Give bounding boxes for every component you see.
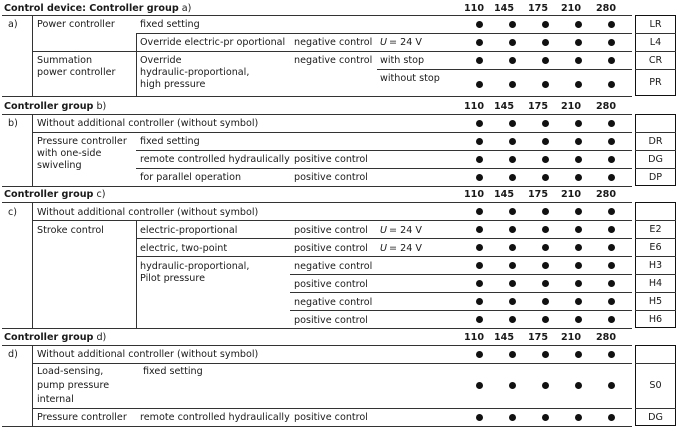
availability-dot [509, 81, 516, 88]
column-divider [32, 202, 33, 328]
column-divider [32, 345, 33, 426]
control-type: positive control [294, 154, 368, 165]
availability-dot [542, 81, 549, 88]
size-header-280: 280 [595, 332, 617, 343]
group-heading-bold: Controller group [4, 189, 94, 200]
row-divider [377, 69, 632, 70]
column-divider [136, 33, 137, 96]
option-text: hydraulic-proportional, [140, 67, 250, 78]
availability-dot [476, 120, 483, 127]
control-type: negative control [294, 261, 373, 272]
code-divider [635, 363, 676, 364]
ordering-code: DR [648, 135, 663, 147]
availability-dot [476, 39, 483, 46]
option-text: fixed setting [143, 366, 203, 377]
availability-dot [476, 351, 483, 358]
column-divider [32, 114, 33, 186]
control-type: negative control [294, 297, 373, 308]
ordering-code: E2 [649, 223, 662, 235]
availability-dot [509, 414, 516, 421]
row-divider [2, 202, 632, 203]
controller-name: Load-sensing, [37, 366, 104, 377]
voltage-value: = 24 V [389, 225, 422, 236]
availability-dot [542, 316, 549, 323]
group-heading-suffix: d) [93, 332, 107, 343]
row-divider [2, 15, 632, 16]
availability-dot [608, 262, 615, 269]
availability-dot [476, 57, 483, 64]
availability-dot [476, 226, 483, 233]
ordering-code: L4 [649, 36, 662, 48]
availability-dot [542, 21, 549, 28]
ordering-code: LR [649, 18, 662, 30]
row-divider [136, 256, 632, 257]
row-divider [2, 426, 632, 427]
voltage-u: U [380, 243, 388, 254]
control-type: positive control [294, 279, 368, 290]
size-header-175: 175 [527, 3, 549, 14]
availability-dot [575, 351, 582, 358]
voltage-u: U [380, 225, 388, 236]
availability-dot [608, 316, 615, 323]
availability-dot [575, 298, 582, 305]
availability-dot [575, 81, 582, 88]
availability-dot [476, 138, 483, 145]
option-text: high pressure [140, 79, 206, 90]
availability-dot [542, 262, 549, 269]
availability-dot [476, 262, 483, 269]
availability-dot [575, 138, 582, 145]
availability-dot [476, 244, 483, 251]
availability-dot [476, 280, 483, 287]
code-divider [635, 69, 676, 70]
availability-dot [608, 280, 615, 287]
availability-dot [608, 21, 615, 28]
availability-dot [509, 39, 516, 46]
availability-dot [476, 298, 483, 305]
control-type: positive control [294, 172, 368, 183]
availability-dot [575, 21, 582, 28]
availability-dot [542, 351, 549, 358]
row-divider [290, 292, 632, 293]
row-divider [32, 132, 632, 133]
availability-dot [476, 316, 483, 323]
controller-name: swiveling [37, 160, 82, 171]
ordering-code: PR [649, 77, 662, 88]
availability-dot [542, 138, 549, 145]
group-heading [4, 189, 106, 201]
row-divider [32, 363, 632, 364]
availability-dot [542, 208, 549, 215]
ordering-code: H4 [648, 277, 663, 289]
availability-dot [608, 244, 615, 251]
group-heading-bold: Control device: Controller group [4, 3, 179, 14]
option-text: Without additional controller (without symbol) [37, 118, 259, 129]
control-type: positive control [294, 243, 368, 254]
availability-dot [608, 382, 615, 389]
availability-dot [608, 208, 615, 215]
row-divider [2, 186, 632, 187]
row-divider [2, 114, 632, 115]
availability-dot [575, 280, 582, 287]
group-label: d) [8, 349, 18, 360]
control-type: positive control [294, 315, 368, 326]
size-header-280: 280 [595, 3, 617, 14]
availability-dot [509, 382, 516, 389]
availability-dot [575, 382, 582, 389]
group-label: b) [8, 118, 18, 129]
availability-dot [575, 414, 582, 421]
availability-dot [575, 244, 582, 251]
availability-dot [509, 316, 516, 323]
controller-name: Stroke control [37, 225, 104, 236]
availability-dot [476, 382, 483, 389]
group-heading [4, 332, 106, 344]
availability-dot [542, 298, 549, 305]
availability-dot [608, 414, 615, 421]
option-text: remote controlled hydraulically [140, 154, 290, 165]
availability-dot [608, 120, 615, 127]
ordering-code: H6 [648, 313, 663, 325]
availability-dot [542, 39, 549, 46]
availability-dot [509, 120, 516, 127]
availability-dot [509, 262, 516, 269]
row-divider [136, 33, 632, 34]
row-divider [290, 310, 632, 311]
size-header-175: 175 [527, 189, 549, 200]
control-type: positive control [294, 225, 368, 236]
row-divider [2, 96, 632, 97]
availability-dot [509, 21, 516, 28]
availability-dot [542, 57, 549, 64]
option-text: Override electric-pr oportional [140, 37, 286, 48]
group-heading [4, 3, 191, 15]
availability-dot [542, 226, 549, 233]
availability-dot [608, 174, 615, 181]
column-divider [32, 15, 33, 96]
row-divider [2, 345, 632, 346]
availability-dot [575, 156, 582, 163]
availability-dot [608, 57, 615, 64]
availability-dot [608, 298, 615, 305]
row-divider [32, 220, 632, 221]
option-text: without stop [380, 73, 440, 84]
group-heading [4, 101, 106, 113]
availability-dot [542, 174, 549, 181]
control-type: positive control [294, 412, 368, 423]
availability-dot [575, 57, 582, 64]
size-header-145: 145 [493, 3, 515, 14]
ordering-code: DG [648, 411, 663, 423]
controller-name: pump pressure [37, 380, 110, 391]
size-header-280: 280 [595, 189, 617, 200]
availability-dot [476, 414, 483, 421]
availability-dot [476, 174, 483, 181]
availability-dot [542, 120, 549, 127]
ordering-code: H5 [648, 295, 663, 307]
row-divider [32, 408, 632, 409]
size-header-210: 210 [560, 101, 582, 112]
size-header-175: 175 [527, 101, 549, 112]
availability-dot [608, 351, 615, 358]
group-label: c) [8, 207, 18, 218]
availability-dot [509, 280, 516, 287]
row-divider [2, 328, 632, 329]
availability-dot [509, 138, 516, 145]
controller-name: Summation [37, 55, 93, 66]
option-text: for parallel operation [140, 172, 242, 183]
group-heading-suffix: c) [93, 189, 106, 200]
availability-dot [542, 244, 549, 251]
availability-dot [575, 39, 582, 46]
option-text: electric-proportional [140, 225, 238, 236]
option-text: remote controlled hydraulically [140, 412, 290, 423]
option-text: Override [140, 55, 182, 66]
ordering-code: H3 [648, 259, 663, 271]
availability-dot [509, 156, 516, 163]
row-divider [136, 238, 632, 239]
row-divider [136, 168, 632, 169]
availability-dot [542, 382, 549, 389]
ordering-code: DP [648, 171, 663, 183]
size-header-175: 175 [527, 332, 549, 343]
availability-dot [542, 156, 549, 163]
size-header-110: 110 [463, 101, 485, 112]
size-header-145: 145 [493, 332, 515, 343]
controller-name: Pressure controller [37, 412, 127, 423]
availability-dot [575, 120, 582, 127]
availability-dot [509, 244, 516, 251]
controller-name: Pressure controller [37, 136, 127, 147]
size-header-145: 145 [493, 189, 515, 200]
column-divider [136, 220, 137, 328]
ordering-code: DG [648, 153, 663, 165]
group-heading-bold: Controller group [4, 332, 94, 343]
size-header-210: 210 [560, 332, 582, 343]
row-divider [32, 51, 632, 52]
availability-dot [608, 81, 615, 88]
option-text: Without additional controller (without symbol) [37, 349, 259, 360]
availability-dot [542, 414, 549, 421]
availability-dot [476, 21, 483, 28]
availability-dot [509, 226, 516, 233]
controller-name: power controller [37, 67, 116, 78]
availability-dot [575, 226, 582, 233]
availability-dot [608, 226, 615, 233]
voltage-value: = 24 V [389, 243, 422, 254]
row-divider [136, 150, 632, 151]
availability-dot [608, 138, 615, 145]
ordering-code: S0 [649, 380, 662, 391]
size-header-110: 110 [463, 332, 485, 343]
voltage-u: U [380, 37, 388, 48]
availability-dot [476, 156, 483, 163]
availability-dot [542, 280, 549, 287]
availability-dot [608, 156, 615, 163]
group-heading-bold: Controller group [4, 101, 94, 112]
availability-dot [575, 262, 582, 269]
option-text: fixed setting [140, 136, 200, 147]
availability-dot [575, 208, 582, 215]
availability-dot [509, 351, 516, 358]
availability-dot [509, 208, 516, 215]
controller-name: Power controller [37, 19, 115, 30]
group-heading-suffix: b) [93, 101, 107, 112]
voltage-value: = 24 V [389, 37, 422, 48]
size-header-280: 280 [595, 101, 617, 112]
control-type: negative control [294, 55, 373, 66]
size-header-110: 110 [463, 189, 485, 200]
option-text: hydraulic-proportional, [140, 261, 250, 272]
availability-dot [608, 39, 615, 46]
availability-dot [575, 316, 582, 323]
availability-dot [476, 208, 483, 215]
size-header-210: 210 [560, 3, 582, 14]
ordering-code: CR [648, 54, 663, 66]
size-header-210: 210 [560, 189, 582, 200]
group-heading-suffix: a) [178, 3, 192, 14]
option-text: with stop [380, 55, 425, 66]
availability-dot [575, 174, 582, 181]
controller-name: internal [37, 394, 74, 405]
availability-dot [476, 81, 483, 88]
availability-dot [509, 174, 516, 181]
option-text: fixed setting [140, 19, 200, 30]
option-text: electric, two-point [140, 243, 228, 254]
controller-name: with one-side [37, 148, 102, 159]
ordering-code: E6 [649, 241, 662, 253]
availability-dot [509, 57, 516, 64]
row-divider [290, 274, 632, 275]
size-header-145: 145 [493, 101, 515, 112]
option-text: Pilot pressure [140, 273, 206, 284]
size-header-110: 110 [463, 3, 485, 14]
option-text: Without additional controller (without symbol) [37, 207, 259, 218]
group-label: a) [8, 19, 18, 30]
control-type: negative control [294, 37, 373, 48]
availability-dot [509, 298, 516, 305]
